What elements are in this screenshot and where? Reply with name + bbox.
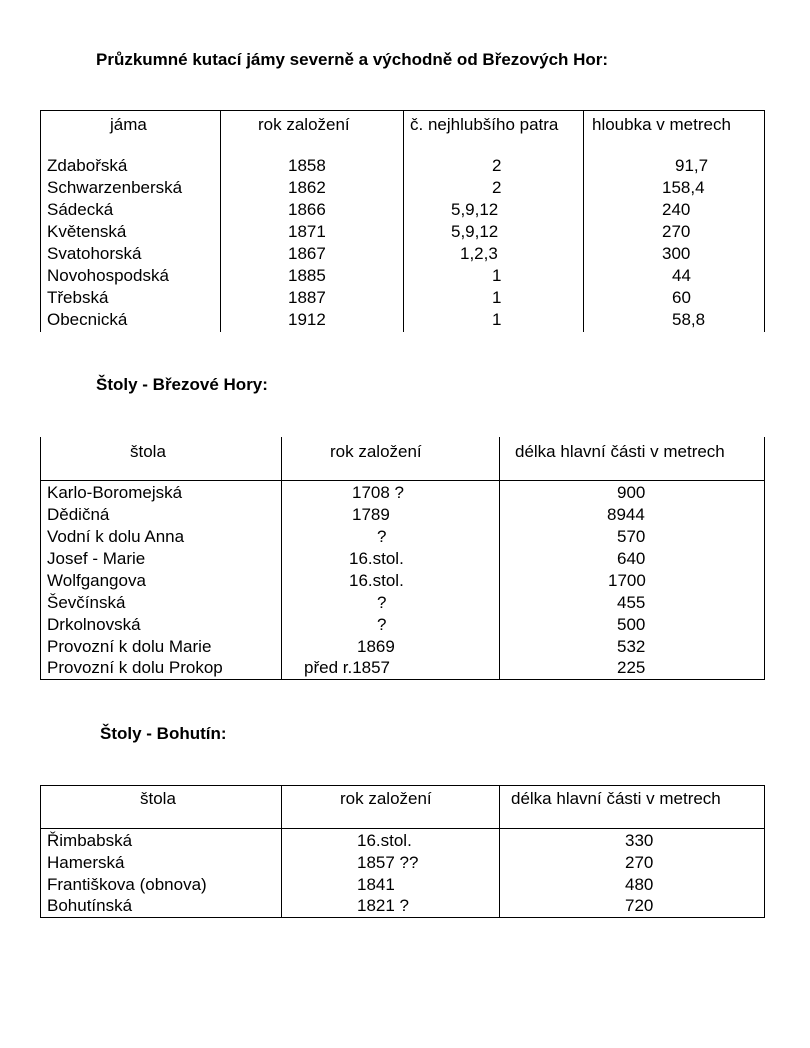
adit-name: Provozní k dolu Prokop <box>47 658 223 677</box>
adit-name: Wolfgangova <box>47 571 146 590</box>
length: 330 <box>625 831 654 850</box>
column-header: č. nejhlubšího patra <box>410 115 559 134</box>
table-row <box>40 570 765 592</box>
deepest-level: 1,2,3 <box>460 244 498 263</box>
pit-name: Schwarzenberská <box>47 178 183 197</box>
table-row <box>40 177 765 199</box>
year: 1821 ? <box>357 896 409 915</box>
year: 1887 <box>288 288 326 307</box>
deepest-level: 1 <box>492 310 502 329</box>
depth: 158,4 <box>662 178 705 197</box>
adit-name: Drkolnovská <box>47 615 141 634</box>
year: 1857 ?? <box>357 853 419 872</box>
table-row <box>40 309 765 331</box>
table-row <box>40 874 765 896</box>
length: 1700 <box>608 571 646 590</box>
column-header: rok založení <box>340 789 432 808</box>
length: 480 <box>625 875 654 894</box>
table-row <box>40 548 765 570</box>
pit-name: Novohospodská <box>47 266 169 285</box>
depth: 240 <box>662 200 691 219</box>
depth: 91,7 <box>675 156 709 175</box>
column-header: rok založení <box>258 115 350 134</box>
length: 900 <box>617 483 646 502</box>
table-row <box>40 614 765 636</box>
year: před r.1857 <box>304 658 391 677</box>
table-row <box>40 636 765 658</box>
year: 16.stol. <box>357 831 412 850</box>
deepest-level: 1 <box>492 266 502 285</box>
length: 500 <box>617 615 646 634</box>
length: 455 <box>617 593 646 612</box>
pit-name: Třebská <box>47 288 109 307</box>
column-header: štola <box>140 789 176 808</box>
year: ? <box>377 593 387 612</box>
table-row <box>40 265 765 287</box>
adits-bohutin-table <box>40 785 765 918</box>
depth: 58,8 <box>672 310 706 329</box>
depth: 270 <box>662 222 691 241</box>
length: 532 <box>617 637 646 656</box>
year: 1869 <box>357 637 395 656</box>
pit-name: Květenská <box>47 222 127 241</box>
adit-name: Karlo-Boromejská <box>47 483 183 502</box>
depth: 44 <box>672 266 691 285</box>
column-header: štola <box>130 442 166 461</box>
depth: 300 <box>662 244 691 263</box>
year: 16.stol. <box>349 549 404 568</box>
pit-name: Sádecká <box>47 200 114 219</box>
header-divider <box>40 480 765 481</box>
table-row <box>40 830 765 852</box>
table-row <box>40 504 765 526</box>
section3-title: Štoly - Bohutín: <box>100 724 227 743</box>
pit-name: Obecnická <box>47 310 128 329</box>
year: 1912 <box>288 310 326 329</box>
adit-name: Josef - Marie <box>47 549 146 568</box>
pit-name: Zdabořská <box>47 156 128 175</box>
table-row <box>40 657 765 679</box>
section1-title: Průzkumné kutací jámy severně a východně od Březových Hor: <box>96 50 609 69</box>
year: 1789 <box>352 505 390 524</box>
table-row <box>40 526 765 548</box>
header-divider <box>40 828 765 829</box>
adit-name: Ševčínská <box>47 593 126 612</box>
column-header: délka hlavní části v metrech <box>511 789 721 808</box>
adit-name: Hamerská <box>47 853 125 872</box>
table-border-bottom <box>40 679 765 680</box>
table-border-bottom <box>40 917 765 918</box>
column-header: jáma <box>110 115 147 134</box>
adit-name: Provozní k dolu Marie <box>47 637 212 656</box>
column-header: délka hlavní části v metrech <box>515 442 725 461</box>
deepest-level: 5,9,12 <box>451 200 499 219</box>
length: 640 <box>617 549 646 568</box>
adit-name: Bohutínská <box>47 896 133 915</box>
adit-name: Dědičná <box>47 505 110 524</box>
year: 1866 <box>288 200 326 219</box>
table-row <box>40 287 765 309</box>
year: 1862 <box>288 178 326 197</box>
column-header: rok založení <box>330 442 422 461</box>
length: 720 <box>625 896 654 915</box>
deepest-level: 2 <box>492 156 502 175</box>
year: 1708 ? <box>352 483 404 502</box>
adits-brezove-hory-table <box>40 437 765 680</box>
pit-name: Svatohorská <box>47 244 142 263</box>
year: ? <box>377 527 387 546</box>
table-row <box>40 221 765 243</box>
section2-title: Štoly - Březové Hory: <box>96 375 268 394</box>
year: 1858 <box>288 156 326 175</box>
depth: 60 <box>672 288 691 307</box>
deepest-level: 1 <box>492 288 502 307</box>
year: 1885 <box>288 266 326 285</box>
deepest-level: 2 <box>492 178 502 197</box>
deepest-level: 5,9,12 <box>451 222 499 241</box>
year: 1867 <box>288 244 326 263</box>
table-row <box>40 592 765 614</box>
year: 16.stol. <box>349 571 404 590</box>
pits-table <box>40 110 765 332</box>
year: ? <box>377 615 387 634</box>
adit-name: Františkova (obnova) <box>47 875 207 894</box>
table-row <box>40 852 765 874</box>
length: 270 <box>625 853 654 872</box>
year: 1841 <box>357 875 395 894</box>
table-row <box>40 199 765 221</box>
adit-name: Řimbabská <box>47 831 133 850</box>
length: 570 <box>617 527 646 546</box>
column-header: hloubka v metrech <box>592 115 731 134</box>
table-border-top <box>40 785 765 786</box>
table-row <box>40 243 765 265</box>
table-row <box>40 482 765 504</box>
year: 1871 <box>288 222 326 241</box>
table-row <box>40 895 765 917</box>
adit-name: Vodní k dolu Anna <box>47 527 185 546</box>
length: 8944 <box>607 505 645 524</box>
table-row <box>40 155 765 177</box>
length: 225 <box>617 658 646 677</box>
